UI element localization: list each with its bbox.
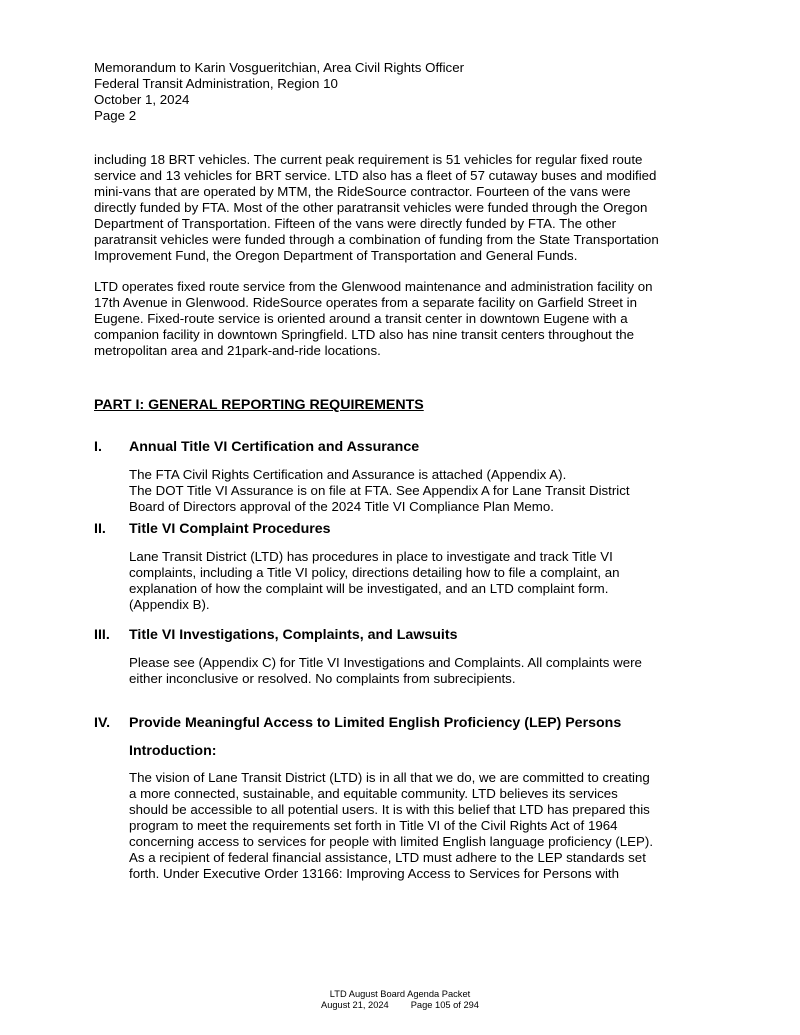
text-line: Improvement Fund, the Oregon Department of Transportation and General Funds. bbox=[94, 248, 578, 263]
memo-header bbox=[94, 60, 734, 124]
page-footer bbox=[0, 989, 800, 1011]
text-line: The DOT Title VI Assurance is on file at FTA. See Appendix A for Lane Transit District bbox=[129, 483, 630, 498]
text-line: service and 13 vehicles for BRT service. LTD also has a fleet of 57 cutaway buses and modified bbox=[94, 168, 657, 183]
section-number: II. bbox=[94, 521, 106, 537]
text-line: complaints, including a Title VI policy, directions detailing how to file a complaint, an bbox=[129, 565, 620, 580]
text-line: 17th Avenue in Glenwood. RideSource operates from a separate facility on Garfield Street in bbox=[94, 295, 638, 310]
text-line: Lane Transit District (LTD) has procedures in place to investigate and track Title VI bbox=[129, 549, 613, 564]
header-line: Page 2 bbox=[94, 108, 137, 123]
subheading: Introduction: bbox=[129, 743, 217, 759]
text-line: either inconclusive or resolved. No complaints from subrecipients. bbox=[129, 671, 516, 686]
text-line: explanation of how the complaint will be investigated, and an LTD complaint form. bbox=[129, 581, 609, 596]
section-body bbox=[129, 655, 729, 687]
section-title: Provide Meaningful Access to Limited English Proficiency (LEP) Persons bbox=[129, 715, 622, 731]
text-line: (Appendix B). bbox=[129, 597, 210, 612]
footer-title: LTD August Board Agenda Packet bbox=[329, 989, 471, 999]
text-line: LTD operates fixed route service from the Glenwood maintenance and administration facility on bbox=[94, 279, 653, 294]
text-line: metropolitan area and 21park-and-ride locations. bbox=[94, 343, 381, 358]
header-line: Memorandum to Karin Vosgueritchian, Area Civil Rights Officer bbox=[94, 60, 465, 75]
text-line: companion facility in downtown Springfield. LTD also has nine transit centers throughout the bbox=[94, 327, 635, 342]
text-line: The FTA Civil Rights Certification and Assurance is attached (Appendix A). bbox=[129, 467, 567, 482]
text-line: forth. Under Executive Order 13166: Improving Access to Services for Persons with bbox=[129, 866, 619, 881]
part-heading: PART I: GENERAL REPORTING REQUIREMENTS bbox=[94, 397, 424, 413]
text-line: The vision of Lane Transit District (LTD) is in all that we do, we are committed to creating bbox=[129, 770, 650, 785]
section-body bbox=[129, 770, 729, 882]
text-line: directly funded by FTA. Most of the other paratransit vehicles were funded through the Oregon bbox=[94, 200, 648, 215]
intro-paragraph-1 bbox=[94, 152, 734, 264]
text-line: a more connected, sustainable, and equitable community. LTD believes its services bbox=[129, 786, 618, 801]
text-line: Please see (Appendix C) for Title VI Investigations and Complaints. All complaints were bbox=[129, 655, 642, 670]
section-number: IV. bbox=[94, 715, 111, 731]
text-line: mini-vans that are operated by MTM, the RideSource contractor. Fourteen of the vans were bbox=[94, 184, 631, 199]
text-line: Eugene. Fixed-route service is oriented around a transit center in downtown Eugene with a bbox=[94, 311, 628, 326]
section-title: Title VI Investigations, Complaints, and Lawsuits bbox=[129, 627, 458, 643]
header-line: October 1, 2024 bbox=[94, 92, 190, 107]
footer-date: August 21, 2024 bbox=[321, 1000, 389, 1010]
text-line: Board of Directors approval of the 2024 Title VI Compliance Plan Memo. bbox=[129, 499, 554, 514]
text-line: As a recipient of federal financial assistance, LTD must adhere to the LEP standards set bbox=[129, 850, 646, 865]
section-body bbox=[129, 549, 729, 613]
intro-paragraph-2 bbox=[94, 279, 734, 359]
section-title: Title VI Complaint Procedures bbox=[129, 521, 331, 537]
text-line: program to meet the requirements set forth in Title VI of the Civil Rights Act of 1964 bbox=[129, 818, 618, 833]
section-body bbox=[129, 467, 729, 515]
section-number: I. bbox=[94, 439, 102, 455]
header-line: Federal Transit Administration, Region 10 bbox=[94, 76, 338, 91]
text-line: paratransit vehicles were funded through a combination of funding from the State Transportation bbox=[94, 232, 659, 247]
text-line: concerning access to services for people with limited English language proficiency (LEP). bbox=[129, 834, 654, 849]
footer-page-number: Page 105 of 294 bbox=[410, 1000, 479, 1010]
text-line: including 18 BRT vehicles. The current peak requirement is 51 vehicles for regular fixed route bbox=[94, 152, 643, 167]
text-line: should be accessible to all potential users. It is with this belief that LTD has prepared this bbox=[129, 802, 650, 817]
section-title: Annual Title VI Certification and Assurance bbox=[129, 439, 420, 455]
text-line: Department of Transportation. Fifteen of the vans were directly funded by FTA. The other bbox=[94, 216, 617, 231]
section-number: III. bbox=[94, 627, 110, 643]
